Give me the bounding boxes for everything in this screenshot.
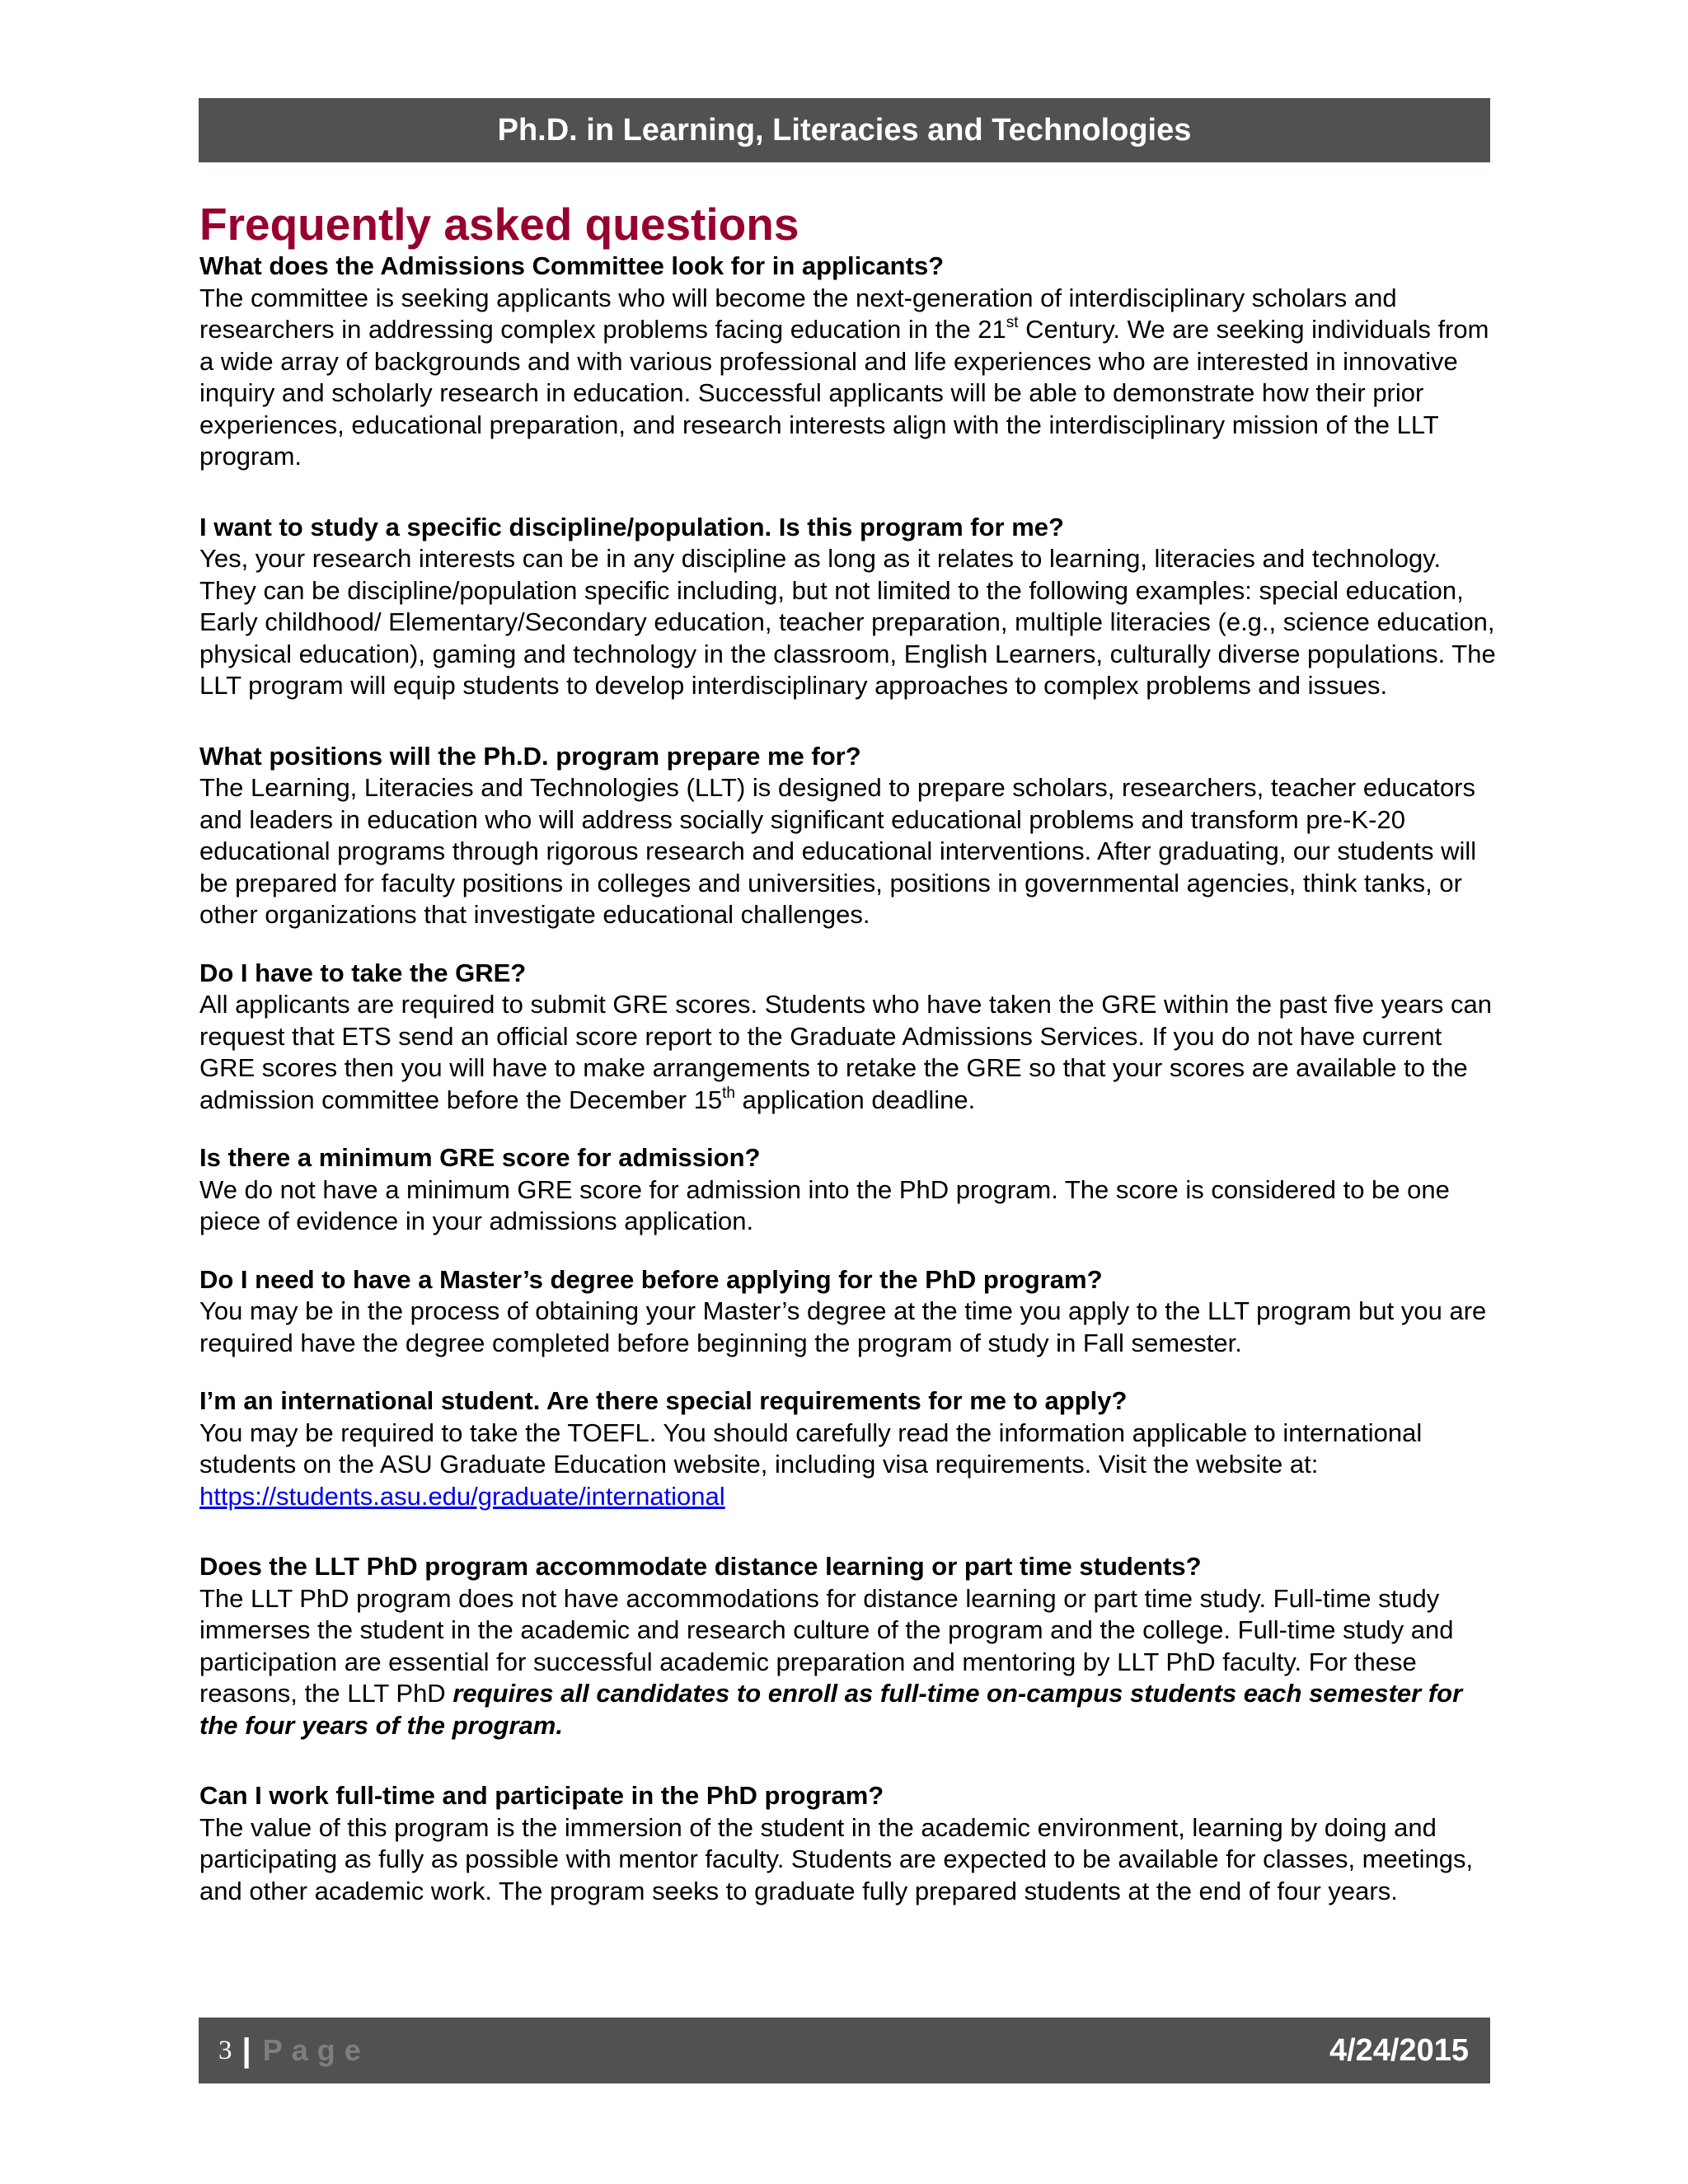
faq-answer: Yes, your research interests can be in any discipline as long as it relates to learning, literacies and technology. They can be discipline/population specific including, but not limited to the following examples: special education, Early childhood/ Elementary/Secondary education, teacher preparation, multiple literacies (e.g., science education, physical education), gaming and technology in the classroom, English Learners, culturally diverse populations. The LLT program will equip students to develop interdisciplinary approaches to complex problems and issues. [199, 544, 1496, 700]
faq-question: What positions will the Ph.D. program prepare me for? [199, 741, 861, 771]
page-indicator [218, 2018, 370, 2083]
document-title: Ph.D. in Learning, Literacies and Technologies [497, 112, 1192, 148]
faq-answer: The value of this program is the immersion of the student in the academic environment, learning by doing and participating as fully as possible with mentor faculty. Students are expected to be available for classes, meetings, and other academic work. The program seeks to graduate fully prepared students at the end of four years. [199, 1812, 1474, 1905]
faq-answer: We do not have a minimum GRE score for admission into the PhD program. The score is considered to be one piece of evidence in your admissions application. [199, 1174, 1450, 1235]
faq-question: I’m an international student. Are there special requirements for me to apply? [199, 1386, 1128, 1415]
faq-item-masters-degree [199, 1264, 1498, 1360]
page-label: Page [262, 2033, 370, 2067]
faq-item-specific-discipline [199, 512, 1498, 702]
main-content [199, 198, 1498, 1907]
header-bar [199, 98, 1490, 162]
faq-item-international [199, 1385, 1498, 1512]
ordinal-suffix: th [722, 1084, 735, 1102]
ordinal-suffix: st [1006, 314, 1019, 331]
faq-question: Can I work full-time and participate in the PhD program? [199, 1781, 884, 1810]
faq-question: Do I have to take the GRE? [199, 958, 527, 987]
faq-question: What does the Admissions Committee look for in applicants? [199, 251, 945, 280]
faq-question: I want to study a specific discipline/population. Is this program for me? [199, 512, 1064, 541]
faq-question: Does the LLT PhD program accommodate distance learning or part time students? [199, 1552, 1202, 1581]
full-time-requirement-emphasis: requires all candidates to enroll as full-time on-campus students each semester for the four years of the program. [199, 1679, 1463, 1740]
faq-item-work-full-time [199, 1780, 1498, 1907]
faq-answer-text: application deadline. [734, 1085, 976, 1114]
faq-question: Is there a minimum GRE score for admission? [199, 1143, 761, 1172]
faq-item-positions [199, 741, 1498, 931]
faq-answer: You may be in the process of obtaining your Master’s degree at the time you apply to the LLT program but you are required have the degree completed before beginning the program of study in Fall semester. [199, 1296, 1487, 1357]
faq-item-minimum-gre [199, 1142, 1498, 1238]
international-students-link[interactable]: https://students.asu.edu/graduate/international [199, 1481, 725, 1511]
page-title: Frequently asked questions [199, 199, 799, 250]
faq-answer-text: You may be required to take the TOEFL. You should carefully read the information applicable to international students on the ASU Graduate Education website, including visa requirements. Visit the website at: [199, 1418, 1423, 1479]
faq-answer-text: All applicants are required to submit GRE scores. Students who have taken the GRE within the past five years can request that ETS send an official score report to the Graduate Admissions Services. If you do not have current GRE scores then you will have to make arrangements to retake the GRE so that your scores are available to the admission committee before the December 15 [199, 990, 1493, 1114]
footer-bar [199, 2018, 1490, 2083]
faq-answer-text: The committee is seeking applicants who will become the next-generation of interdisciplinary scholars and researchers in addressing complex problems facing education in the 21 [199, 283, 1397, 344]
faq-item-gre-required [199, 958, 1498, 1117]
document-date: 4/24/2015 [1329, 2032, 1469, 2068]
page-number: 3 [218, 2035, 232, 2065]
faq-answer [199, 1418, 1498, 1513]
faq-answer: The Learning, Literacies and Technologies (LLT) is designed to prepare scholars, researchers, teacher educators and leaders in education who will address socially significant educational problems and transform pre-K-20 educational programs through rigorous research and educational interventions. After graduating, our students will be prepared for faculty positions in colleges and universities, positions in governmental agencies, think tanks, or other organizations that investigate educational challenges. [199, 773, 1477, 929]
page-separator: | [241, 2032, 251, 2069]
faq-question: Do I need to have a Master’s degree before applying for the PhD program? [199, 1264, 1103, 1294]
faq-answer [199, 989, 1498, 1116]
faq-item-distance-learning [199, 1551, 1498, 1741]
faq-answer-text: Century. We are seeking individuals from a wide array of backgrounds and with various professional and life experiences who are interested in innovative inquiry and scholarly research in education. Successful applicants will be able to demonstrate how their prior experiences, educational preparation, and research interests align with the interdisciplinary mission of the LLT program. [199, 315, 1489, 471]
faq-answer [199, 283, 1498, 473]
faq-answer-text: The LLT PhD program does not have accommodations for distance learning or part time study. Full-time study immerses the student in the academic and research culture of the program and the college. Full-time study and participation are essential for successful academic preparation and mentoring by LLT PhD faculty. For these reasons, the LLT PhD [199, 1583, 1454, 1708]
faq-item-admissions-criteria [199, 251, 1498, 473]
faq-answer [199, 1583, 1498, 1742]
